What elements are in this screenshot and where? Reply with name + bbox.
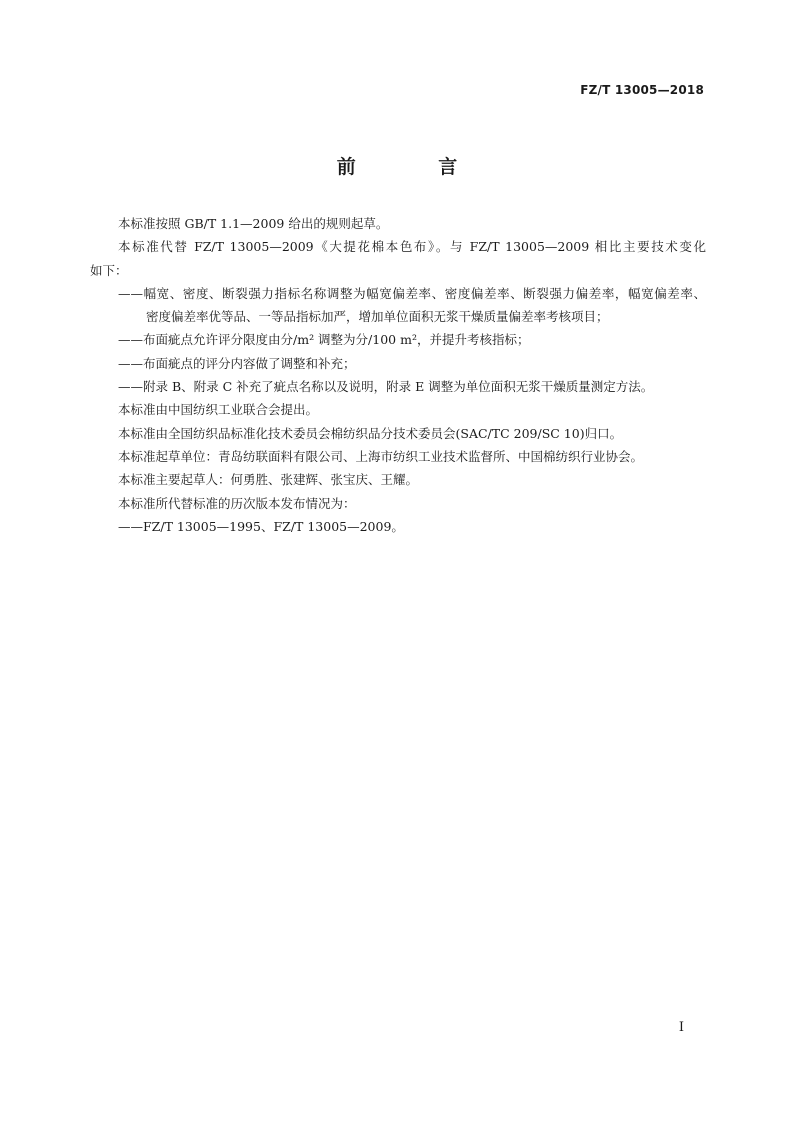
change-item-1-line2: 密度偏差率优等品、一等品指标加严，增加单位面积无浆干燥质量偏差率考核项目； — [146, 309, 609, 325]
page-number: I — [678, 1020, 684, 1035]
paragraph-proposed-by: 本标准由中国纺织工业联合会提出。 — [118, 402, 319, 418]
paragraph-drafting-rules: 本标准按照 GB/T 1.1—2009 给出的规则起草。 — [118, 216, 389, 231]
change-item-3: ——布面疵点的评分内容做了调整和补充； — [118, 355, 356, 371]
paragraph-previous-editions: 本标准所代替标准的历次版本发布情况为： — [118, 495, 356, 511]
change-item-2: ——布面疵点允许评分限度由分/m² 调整为分/100 m²，并提升考核指标； — [118, 332, 530, 348]
previous-editions-list: ——FZ/T 13005—1995、FZ/T 13005—2009。 — [118, 518, 404, 534]
paragraph-centralized-by: 本标准由全国纺织品标准化技术委员会棉纺织品分技术委员会(SAC/TC 209/SC 10)归口。 — [118, 425, 623, 441]
page-title: 前 言 — [336, 156, 496, 178]
paragraph-drafters: 本标准主要起草人：何勇胜、张建辉、张宝庆、王耀。 — [118, 472, 419, 488]
document-body — [90, 212, 706, 538]
paragraph-replaces-line1: 本标准代替 FZ/T 13005—2009《大提花棉本色布》。与 FZ/T 13005—2009 相比主要技术变化 — [118, 239, 706, 255]
change-item-4: ——附录 B、附录 C 补充了疵点名称以及说明，附录 E 调整为单位面积无浆干燥质量测定方法。 — [118, 379, 654, 395]
change-item-1 — [90, 282, 706, 329]
standard-code: FZ/T 13005—2018 — [580, 83, 704, 97]
paragraph-replaces-line2: 如下： — [90, 262, 128, 278]
change-item-1-line1: ——幅宽、密度、断裂强力指标名称调整为幅宽偏差率、密度偏差率、断裂强力偏差率，幅宽偏差率、 — [118, 285, 706, 301]
paragraph-drafting-units: 本标准起草单位：青岛纺联面料有限公司、上海市纺织工业技术监督所、中国棉纺织行业协会。 — [118, 448, 644, 464]
